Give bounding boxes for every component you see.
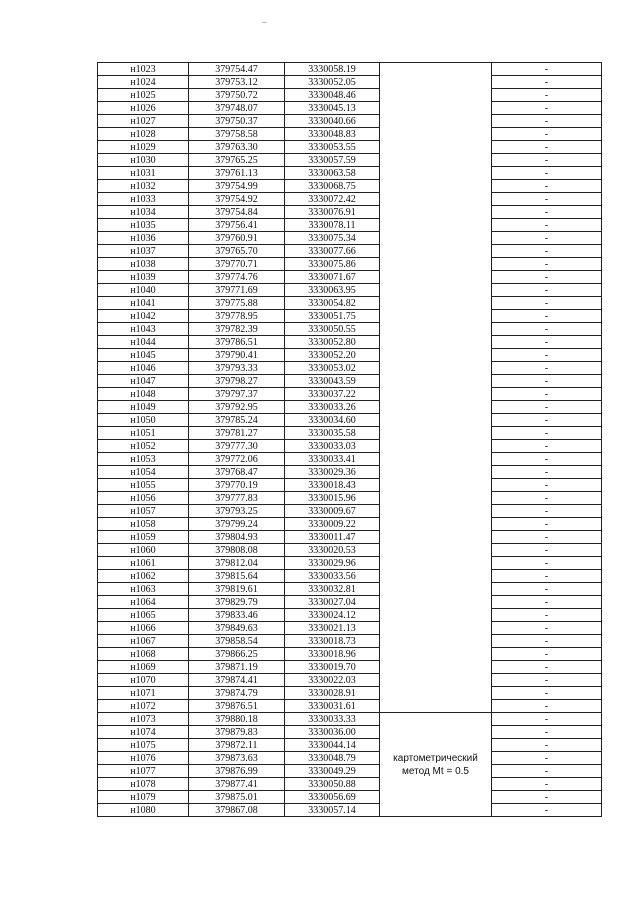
y-coordinate-cell: 3330052.20: [285, 349, 380, 362]
y-coordinate-cell: 3330027.04: [285, 596, 380, 609]
y-coordinate-cell: 3330022.03: [285, 674, 380, 687]
y-coordinate-cell: 3330028.91: [285, 687, 380, 700]
note-cell: -: [492, 63, 602, 76]
note-cell: -: [492, 206, 602, 219]
x-coordinate-cell: 379763.30: [189, 141, 285, 154]
x-coordinate-cell: 379777.83: [189, 492, 285, 505]
table-row: [98, 232, 602, 245]
x-coordinate-cell: 379876.51: [189, 700, 285, 713]
x-coordinate-cell: 379793.25: [189, 505, 285, 518]
note-cell: -: [492, 219, 602, 232]
point-id-cell: н1055: [98, 479, 189, 492]
note-cell: -: [492, 245, 602, 258]
x-coordinate-cell: 379750.37: [189, 115, 285, 128]
x-coordinate-cell: 379758.58: [189, 128, 285, 141]
table-row: [98, 453, 602, 466]
y-coordinate-cell: 3330029.96: [285, 557, 380, 570]
y-coordinate-cell: 3330015.96: [285, 492, 380, 505]
table-row: [98, 791, 602, 804]
table-row: [98, 635, 602, 648]
y-coordinate-cell: 3330052.05: [285, 76, 380, 89]
x-coordinate-cell: 379761.13: [189, 167, 285, 180]
table-row: [98, 544, 602, 557]
x-coordinate-cell: 379799.24: [189, 518, 285, 531]
table-row: [98, 479, 602, 492]
point-id-cell: н1033: [98, 193, 189, 206]
point-id-cell: н1041: [98, 297, 189, 310]
note-cell: -: [492, 492, 602, 505]
note-cell: -: [492, 778, 602, 791]
x-coordinate-cell: 379873.63: [189, 752, 285, 765]
table-row: [98, 661, 602, 674]
note-cell: -: [492, 583, 602, 596]
x-coordinate-cell: 379777.30: [189, 440, 285, 453]
point-id-cell: н1043: [98, 323, 189, 336]
table-row: [98, 700, 602, 713]
x-coordinate-cell: 379797.37: [189, 388, 285, 401]
point-id-cell: н1073: [98, 713, 189, 726]
x-coordinate-cell: 379815.64: [189, 570, 285, 583]
note-cell: -: [492, 544, 602, 557]
y-coordinate-cell: 3330075.86: [285, 258, 380, 271]
y-coordinate-cell: 3330036.00: [285, 726, 380, 739]
y-coordinate-cell: 3330011.47: [285, 531, 380, 544]
note-cell: -: [492, 531, 602, 544]
point-id-cell: н1030: [98, 154, 189, 167]
point-id-cell: н1035: [98, 219, 189, 232]
x-coordinate-cell: 379812.04: [189, 557, 285, 570]
x-coordinate-cell: 379765.25: [189, 154, 285, 167]
x-coordinate-cell: 379880.18: [189, 713, 285, 726]
y-coordinate-cell: 3330033.33: [285, 713, 380, 726]
y-coordinate-cell: 3330057.59: [285, 154, 380, 167]
point-id-cell: н1049: [98, 401, 189, 414]
point-id-cell: н1065: [98, 609, 189, 622]
point-id-cell: н1024: [98, 76, 189, 89]
table-row: [98, 505, 602, 518]
y-coordinate-cell: 3330053.55: [285, 141, 380, 154]
y-coordinate-cell: 3330050.55: [285, 323, 380, 336]
note-cell: -: [492, 804, 602, 817]
scan-mark: [262, 22, 267, 23]
table-row: [98, 180, 602, 193]
table-row: [98, 557, 602, 570]
y-coordinate-cell: 3330057.14: [285, 804, 380, 817]
note-cell: -: [492, 323, 602, 336]
x-coordinate-cell: 379833.46: [189, 609, 285, 622]
note-cell: -: [492, 713, 602, 726]
y-coordinate-cell: 3330033.03: [285, 440, 380, 453]
point-id-cell: н1077: [98, 765, 189, 778]
table-row: [98, 167, 602, 180]
point-id-cell: н1070: [98, 674, 189, 687]
x-coordinate-cell: 379871.19: [189, 661, 285, 674]
note-cell: -: [492, 401, 602, 414]
y-coordinate-cell: 3330024.12: [285, 609, 380, 622]
table-row: [98, 739, 602, 752]
table-row: [98, 362, 602, 375]
x-coordinate-cell: 379778.95: [189, 310, 285, 323]
x-coordinate-cell: 379849.63: [189, 622, 285, 635]
note-cell: -: [492, 674, 602, 687]
table-row: [98, 310, 602, 323]
table-row: [98, 219, 602, 232]
note-cell: -: [492, 89, 602, 102]
x-coordinate-cell: 379790.41: [189, 349, 285, 362]
point-id-cell: н1026: [98, 102, 189, 115]
x-coordinate-cell: 379775.88: [189, 297, 285, 310]
y-coordinate-cell: 3330018.96: [285, 648, 380, 661]
y-coordinate-cell: 3330029.36: [285, 466, 380, 479]
point-id-cell: н1036: [98, 232, 189, 245]
table-row: [98, 596, 602, 609]
y-coordinate-cell: 3330009.22: [285, 518, 380, 531]
note-cell: -: [492, 232, 602, 245]
point-id-cell: н1028: [98, 128, 189, 141]
point-id-cell: н1029: [98, 141, 189, 154]
table-row: [98, 271, 602, 284]
y-coordinate-cell: 3330037.22: [285, 388, 380, 401]
note-cell: -: [492, 726, 602, 739]
point-id-cell: н1072: [98, 700, 189, 713]
note-cell: -: [492, 596, 602, 609]
table-row: [98, 128, 602, 141]
table-row: [98, 726, 602, 739]
note-cell: -: [492, 115, 602, 128]
y-coordinate-cell: 3330056.69: [285, 791, 380, 804]
method-cell-empty: [380, 63, 492, 713]
table-row: [98, 284, 602, 297]
note-cell: -: [492, 687, 602, 700]
note-cell: -: [492, 271, 602, 284]
note-cell: -: [492, 440, 602, 453]
table-row: [98, 154, 602, 167]
note-cell: -: [492, 518, 602, 531]
y-coordinate-cell: 3330048.83: [285, 128, 380, 141]
y-coordinate-cell: 3330063.58: [285, 167, 380, 180]
y-coordinate-cell: 3330048.46: [285, 89, 380, 102]
point-id-cell: н1027: [98, 115, 189, 128]
point-id-cell: н1045: [98, 349, 189, 362]
point-id-cell: н1058: [98, 518, 189, 531]
point-id-cell: н1071: [98, 687, 189, 700]
point-id-cell: н1067: [98, 635, 189, 648]
table-row: [98, 531, 602, 544]
note-cell: -: [492, 167, 602, 180]
table-row: [98, 258, 602, 271]
x-coordinate-cell: 379754.92: [189, 193, 285, 206]
point-id-cell: н1051: [98, 427, 189, 440]
y-coordinate-cell: 3330058.19: [285, 63, 380, 76]
x-coordinate-cell: 379875.01: [189, 791, 285, 804]
note-cell: -: [492, 700, 602, 713]
table-row: [98, 323, 602, 336]
y-coordinate-cell: 3330078.11: [285, 219, 380, 232]
note-cell: -: [492, 752, 602, 765]
x-coordinate-cell: 379874.79: [189, 687, 285, 700]
y-coordinate-cell: 3330009.67: [285, 505, 380, 518]
y-coordinate-cell: 3330032.81: [285, 583, 380, 596]
x-coordinate-cell: 379804.93: [189, 531, 285, 544]
table-row: [98, 245, 602, 258]
x-coordinate-cell: 379765.70: [189, 245, 285, 258]
y-coordinate-cell: 3330034.60: [285, 414, 380, 427]
note-cell: -: [492, 661, 602, 674]
point-id-cell: н1042: [98, 310, 189, 323]
point-id-cell: н1075: [98, 739, 189, 752]
x-coordinate-cell: 379785.24: [189, 414, 285, 427]
table-row: [98, 388, 602, 401]
x-coordinate-cell: 379771.69: [189, 284, 285, 297]
note-cell: -: [492, 427, 602, 440]
note-cell: -: [492, 284, 602, 297]
table-row: [98, 583, 602, 596]
point-id-cell: н1066: [98, 622, 189, 635]
y-coordinate-cell: 3330076.91: [285, 206, 380, 219]
y-coordinate-cell: 3330052.80: [285, 336, 380, 349]
table-row: [98, 674, 602, 687]
note-cell: -: [492, 479, 602, 492]
point-id-cell: н1069: [98, 661, 189, 674]
x-coordinate-cell: 379754.47: [189, 63, 285, 76]
table-row: [98, 115, 602, 128]
table-row: [98, 102, 602, 115]
table-row: [98, 804, 602, 817]
note-cell: -: [492, 570, 602, 583]
y-coordinate-cell: 3330054.82: [285, 297, 380, 310]
x-coordinate-cell: 379770.71: [189, 258, 285, 271]
x-coordinate-cell: 379819.61: [189, 583, 285, 596]
note-cell: -: [492, 648, 602, 661]
note-cell: -: [492, 297, 602, 310]
note-cell: -: [492, 375, 602, 388]
point-id-cell: н1061: [98, 557, 189, 570]
point-id-cell: н1057: [98, 505, 189, 518]
note-cell: -: [492, 336, 602, 349]
table-row: [98, 89, 602, 102]
point-id-cell: н1074: [98, 726, 189, 739]
point-id-cell: н1064: [98, 596, 189, 609]
y-coordinate-cell: 3330018.73: [285, 635, 380, 648]
point-id-cell: н1031: [98, 167, 189, 180]
point-id-cell: н1054: [98, 466, 189, 479]
point-id-cell: н1078: [98, 778, 189, 791]
y-coordinate-cell: 3330050.88: [285, 778, 380, 791]
table-row: [98, 375, 602, 388]
x-coordinate-cell: 379750.72: [189, 89, 285, 102]
point-id-cell: н1037: [98, 245, 189, 258]
note-cell: -: [492, 193, 602, 206]
y-coordinate-cell: 3330045.13: [285, 102, 380, 115]
table-row: [98, 414, 602, 427]
y-coordinate-cell: 3330033.56: [285, 570, 380, 583]
table-row: [98, 440, 602, 453]
note-cell: -: [492, 505, 602, 518]
x-coordinate-cell: 379772.06: [189, 453, 285, 466]
x-coordinate-cell: 379793.33: [189, 362, 285, 375]
x-coordinate-cell: 379792.95: [189, 401, 285, 414]
note-cell: -: [492, 765, 602, 778]
point-id-cell: н1053: [98, 453, 189, 466]
point-id-cell: н1044: [98, 336, 189, 349]
x-coordinate-cell: 379768.47: [189, 466, 285, 479]
point-id-cell: н1034: [98, 206, 189, 219]
table-row: [98, 297, 602, 310]
x-coordinate-cell: 379858.54: [189, 635, 285, 648]
y-coordinate-cell: 3330051.75: [285, 310, 380, 323]
note-cell: -: [492, 76, 602, 89]
point-id-cell: н1063: [98, 583, 189, 596]
note-cell: -: [492, 414, 602, 427]
table-row: [98, 193, 602, 206]
y-coordinate-cell: 3330031.61: [285, 700, 380, 713]
table-row: [98, 492, 602, 505]
x-coordinate-cell: 379877.41: [189, 778, 285, 791]
y-coordinate-cell: 3330043.59: [285, 375, 380, 388]
note-cell: -: [492, 102, 602, 115]
y-coordinate-cell: 3330021.13: [285, 622, 380, 635]
table-row: [98, 427, 602, 440]
y-coordinate-cell: 3330040.66: [285, 115, 380, 128]
note-cell: -: [492, 154, 602, 167]
x-coordinate-cell: 379774.76: [189, 271, 285, 284]
x-coordinate-cell: 379754.99: [189, 180, 285, 193]
table-row: [98, 63, 602, 76]
note-cell: -: [492, 635, 602, 648]
y-coordinate-cell: 3330018.43: [285, 479, 380, 492]
x-coordinate-cell: 379867.08: [189, 804, 285, 817]
table-row: [98, 765, 602, 778]
point-id-cell: н1068: [98, 648, 189, 661]
x-coordinate-cell: 379770.19: [189, 479, 285, 492]
x-coordinate-cell: 379829.79: [189, 596, 285, 609]
y-coordinate-cell: 3330049.29: [285, 765, 380, 778]
note-cell: -: [492, 128, 602, 141]
table-row: [98, 466, 602, 479]
table-row: [98, 141, 602, 154]
table-row: [98, 401, 602, 414]
point-id-cell: н1039: [98, 271, 189, 284]
x-coordinate-cell: 379781.27: [189, 427, 285, 440]
point-id-cell: н1056: [98, 492, 189, 505]
point-id-cell: н1048: [98, 388, 189, 401]
note-cell: -: [492, 622, 602, 635]
point-id-cell: н1032: [98, 180, 189, 193]
y-coordinate-cell: 3330071.67: [285, 271, 380, 284]
x-coordinate-cell: 379879.83: [189, 726, 285, 739]
note-cell: -: [492, 791, 602, 804]
x-coordinate-cell: 379754.84: [189, 206, 285, 219]
point-id-cell: н1076: [98, 752, 189, 765]
point-id-cell: н1047: [98, 375, 189, 388]
note-cell: -: [492, 180, 602, 193]
point-id-cell: н1052: [98, 440, 189, 453]
x-coordinate-cell: 379808.08: [189, 544, 285, 557]
y-coordinate-cell: 3330033.41: [285, 453, 380, 466]
y-coordinate-cell: 3330068.75: [285, 180, 380, 193]
y-coordinate-cell: 3330048.79: [285, 752, 380, 765]
point-id-cell: н1040: [98, 284, 189, 297]
x-coordinate-cell: 379798.27: [189, 375, 285, 388]
table-row: [98, 518, 602, 531]
x-coordinate-cell: 379782.39: [189, 323, 285, 336]
point-id-cell: н1023: [98, 63, 189, 76]
point-id-cell: н1060: [98, 544, 189, 557]
point-id-cell: н1025: [98, 89, 189, 102]
x-coordinate-cell: 379786.51: [189, 336, 285, 349]
note-cell: -: [492, 453, 602, 466]
y-coordinate-cell: 3330075.34: [285, 232, 380, 245]
table-row: [98, 622, 602, 635]
x-coordinate-cell: 379872.11: [189, 739, 285, 752]
x-coordinate-cell: 379876.99: [189, 765, 285, 778]
y-coordinate-cell: 3330053.02: [285, 362, 380, 375]
table-row: [98, 336, 602, 349]
method-cell: картометрический метод Mt = 0.5: [380, 713, 492, 817]
note-cell: -: [492, 362, 602, 375]
table-row: [98, 349, 602, 362]
y-coordinate-cell: 3330063.95: [285, 284, 380, 297]
y-coordinate-cell: 3330044.14: [285, 739, 380, 752]
x-coordinate-cell: 379874.41: [189, 674, 285, 687]
coordinates-table: [97, 62, 602, 817]
x-coordinate-cell: 379748.07: [189, 102, 285, 115]
table-row: [98, 206, 602, 219]
table-row: [98, 76, 602, 89]
note-cell: -: [492, 557, 602, 570]
point-id-cell: н1050: [98, 414, 189, 427]
note-cell: -: [492, 310, 602, 323]
point-id-cell: н1059: [98, 531, 189, 544]
note-cell: -: [492, 141, 602, 154]
x-coordinate-cell: 379866.25: [189, 648, 285, 661]
y-coordinate-cell: 3330019.70: [285, 661, 380, 674]
table-row: [98, 778, 602, 791]
y-coordinate-cell: 3330072.42: [285, 193, 380, 206]
y-coordinate-cell: 3330035.58: [285, 427, 380, 440]
note-cell: -: [492, 609, 602, 622]
table-row: [98, 570, 602, 583]
y-coordinate-cell: 3330020.53: [285, 544, 380, 557]
point-id-cell: н1062: [98, 570, 189, 583]
note-cell: -: [492, 466, 602, 479]
x-coordinate-cell: 379760.91: [189, 232, 285, 245]
point-id-cell: н1046: [98, 362, 189, 375]
note-cell: -: [492, 258, 602, 271]
table-row: [98, 752, 602, 765]
x-coordinate-cell: 379756.41: [189, 219, 285, 232]
x-coordinate-cell: 379753.12: [189, 76, 285, 89]
table-row: [98, 648, 602, 661]
note-cell: -: [492, 739, 602, 752]
y-coordinate-cell: 3330077.66: [285, 245, 380, 258]
table-row: [98, 713, 602, 726]
y-coordinate-cell: 3330033.26: [285, 401, 380, 414]
note-cell: -: [492, 388, 602, 401]
coordinates-table-body: [98, 63, 602, 817]
table-row: [98, 609, 602, 622]
note-cell: -: [492, 349, 602, 362]
point-id-cell: н1038: [98, 258, 189, 271]
table-row: [98, 687, 602, 700]
point-id-cell: н1080: [98, 804, 189, 817]
point-id-cell: н1079: [98, 791, 189, 804]
